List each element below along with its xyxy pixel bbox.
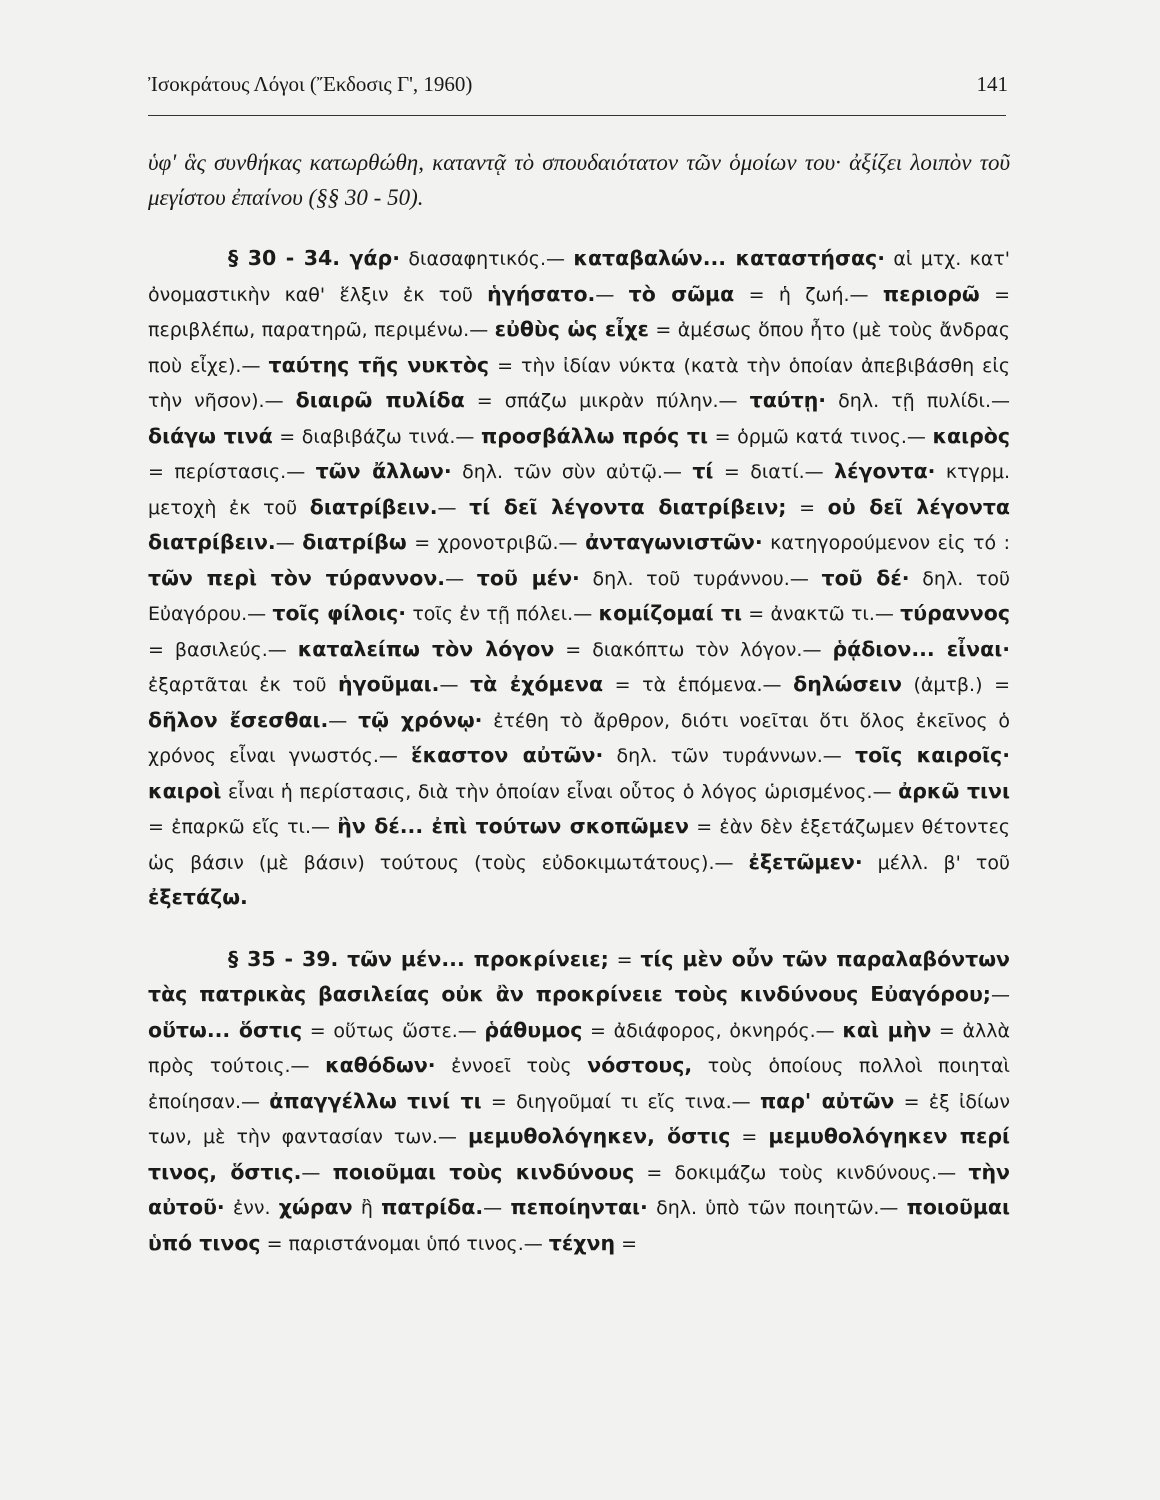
gloss-text: = παριστάνομαι ὑπό τινος.— — [260, 1232, 549, 1255]
gloss-text: δηλ. τῶν τυράννων.— — [603, 745, 856, 767]
bold-lemma: τῶν ἄλλων· — [315, 459, 452, 483]
gloss-text: = ἐπαρκῶ εἴς τι.— — [148, 816, 338, 838]
bold-lemma: πεποίηνται· — [510, 1195, 648, 1219]
bold-lemma: τέχνη — [548, 1230, 616, 1255]
bold-lemma: τοῖς φίλοις· — [272, 601, 407, 625]
gloss-text: — — [275, 532, 303, 554]
gloss-text: = διακόπτω τὸν λόγον.— — [554, 638, 833, 661]
bold-lemma: χώραν — [278, 1195, 353, 1219]
bold-lemma: κομίζομαί τι — [598, 601, 743, 625]
gloss-text: = περίστασις.— — [148, 461, 316, 483]
document-body — [148, 146, 1010, 1261]
page-number: 141 — [976, 72, 1008, 96]
gloss-text: = τὰ ἑπόμενα.— — [603, 674, 794, 696]
header-title: Ἰσοκράτους Λόγοι (Ἔκδοσις Γ', 1960) — [148, 72, 473, 96]
bold-lemma: τίς μὲν οὖν τῶν παραλαβόντων τὰς πατρικὰς βασιλείας οὐκ ἂν προκρίνειε τοὺς κινδύνους Εὐαγόρου; — [148, 946, 1011, 1006]
bold-lemma: τὰ ἐχόμενα — [470, 672, 604, 696]
commentary-section — [148, 942, 1010, 1262]
gloss-text: = ἀλλὰ πρὸς τούτοις.— — [148, 1019, 1011, 1077]
gloss-text: τοῖς ἐν τῇ πόλει.— — [406, 603, 599, 625]
gloss-text: = δοκιμάζω τοὺς κινδύνους.— — [634, 1161, 969, 1184]
gloss-text: ἢ — [352, 1197, 382, 1219]
bold-lemma: οὐ δεῖ λέγοντα διατρίβειν. — [148, 494, 1010, 554]
bold-lemma: τί δεῖ λέγοντα διατρίβειν; — [469, 494, 787, 519]
gloss-text: = — [786, 496, 828, 519]
bold-lemma: καὶ μὴν — [842, 1017, 932, 1042]
gloss-text: διασαφητικός.— — [400, 248, 574, 270]
intro-paragraph — [148, 146, 1010, 215]
gloss-text: — — [445, 567, 477, 590]
bold-lemma: ἀπαγγέλλω τινί τι — [269, 1088, 482, 1113]
gloss-text: = ἀδιάφορος, ὀκνηρός.— — [582, 1019, 843, 1042]
bold-lemma: ἡγήσατο. — [487, 281, 596, 306]
bold-lemma: § 30 - 34. γάρ· — [228, 246, 401, 270]
header-rule — [148, 115, 1006, 116]
gloss-text: — — [439, 674, 471, 696]
gloss-text: — — [328, 709, 359, 732]
gloss-text: ἐνν. — [224, 1197, 279, 1219]
gloss-text: = ἀμέσως ὅπου ἦτο (μὲ τοὺς ἄνδρας ποὺ εἶχε).— — [148, 319, 1010, 377]
bold-lemma: οὕτω... ὅστις — [148, 1017, 303, 1042]
gloss-text: δηλ. τῇ πυλίδι.— — [826, 390, 1011, 412]
gloss-text: τοὺς ὁποίους πολλοὶ ποιηταὶ ἐποίησαν.— — [148, 1055, 1010, 1113]
gloss-text: — — [301, 1161, 333, 1184]
bold-lemma: τὸ σῶμα — [628, 281, 735, 306]
gloss-text: αἱ μτχ. κατ' ὀνομαστικὴν καθ' ἕλξιν ἐκ τοῦ — [148, 248, 1010, 306]
bold-lemma: διαιρῶ πυλίδα — [295, 388, 465, 412]
gloss-text: εἶναι ἡ περίστασις, διὰ τὴν ὁποίαν εἶναι οὗτος ὁ λόγος ὡρισμένος.— — [221, 780, 899, 803]
bold-lemma: προσβάλλω πρός τι — [481, 423, 709, 448]
bold-lemma: καιρὸς — [932, 423, 1010, 448]
bold-lemma: περιορῶ — [882, 281, 980, 306]
gloss-text: = διαβιβάζω τινά.— — [272, 425, 482, 448]
bold-lemma: ταύτης τῆς νυκτὸς — [268, 352, 490, 377]
gloss-text: δηλ. τῶν σὺν αὐτῷ.— — [451, 461, 693, 483]
bold-lemma: ποιοῦμαι ὑπό τινος — [148, 1195, 1010, 1255]
gloss-text: κατηγορούμενον εἰς τό : — [762, 532, 1010, 554]
bold-lemma: τὴν αὐτοῦ· — [148, 1159, 1010, 1219]
gloss-text: = ὁρμῶ κατά τινος.— — [708, 425, 933, 448]
bold-lemma: ἀνταγωνιστῶν· — [585, 530, 763, 554]
running-header — [148, 72, 1008, 97]
gloss-text: = σπάζω μικρὰν πύλην.— — [464, 390, 750, 412]
bold-lemma: § 35 - 39. τῶν μέν... προκρίνειε; — [228, 946, 609, 971]
gloss-text: ἐτέθη τὸ ἄρθρον, διότι νοεῖται ὅτι ὅλος ἐκεῖνος ὁ χρόνος εἶναι γνωστός.— — [148, 709, 1011, 767]
bold-lemma: καταβαλών... καταστήσας· — [573, 246, 885, 270]
bold-lemma: ἐξετῶμεν· — [748, 849, 863, 874]
gloss-text: = ἀνακτῶ τι.— — [742, 603, 901, 625]
bold-lemma: δῆλον ἔσεσθαι. — [148, 707, 329, 732]
gloss-text: ἐννοεῖ τοὺς — [435, 1055, 588, 1077]
bold-lemma: ἀρκῶ τινι — [898, 778, 1010, 803]
bold-lemma: πατρίδα. — [381, 1195, 484, 1219]
bold-lemma: μεμυθολόγηκεν περί τινος, ὅστις. — [148, 1124, 1011, 1184]
gloss-text: μέλλ. β' τοῦ — [862, 851, 1010, 874]
gloss-text: = — [615, 1232, 638, 1255]
gloss-text: = ἐὰν δὲν ἐξετάζωμεν θέτοντες ὡς βάσιν (μὲ βάσιν) τούτους (τοὺς εὐδοκιμωτάτους).— — [148, 816, 1010, 874]
bold-lemma: ἡγοῦμαι. — [338, 672, 440, 696]
gloss-text: = — [730, 1126, 769, 1148]
gloss-text: = διατί.— — [713, 461, 835, 483]
bold-lemma: διατρίβειν. — [309, 494, 438, 519]
gloss-text: — — [437, 496, 470, 519]
bold-lemma: τοῦ δέ· — [821, 565, 910, 590]
bold-lemma: τῷ χρόνῳ· — [358, 707, 483, 732]
gloss-text: ἐξαρτᾶται ἐκ τοῦ — [148, 674, 339, 696]
gloss-text: = περιβλέπω, παρατηρῶ, περιμένω.— — [148, 283, 1011, 341]
gloss-text: — — [483, 1197, 511, 1219]
bold-lemma: τοῦ μέν· — [476, 565, 580, 590]
bold-lemma: τί — [692, 459, 714, 483]
bold-lemma: δηλώσειν — [793, 672, 902, 696]
bold-lemma: λέγοντα· — [834, 459, 936, 483]
gloss-text: δηλ. τοῦ Εὐαγόρου.— — [148, 567, 1010, 625]
gloss-text: δηλ. ὑπὸ τῶν ποιητῶν.— — [647, 1197, 907, 1219]
bold-lemma: ποιοῦμαι τοὺς κινδύνους — [332, 1159, 635, 1184]
gloss-text: = βασιλεύς.— — [148, 638, 298, 661]
bold-lemma: παρ' αὐτῶν — [759, 1088, 895, 1113]
gloss-text: — — [595, 283, 629, 306]
bold-lemma: ἕκαστον αὐτῶν· — [411, 743, 604, 767]
bold-lemma: ῥᾴδιον... εἶναι· — [832, 636, 1010, 661]
bold-lemma: ταύτῃ· — [749, 388, 827, 412]
gloss-text: = χρονοτριβῶ.— — [406, 532, 586, 554]
bold-lemma: διάγω τινά — [148, 423, 273, 448]
bold-lemma: καθόδων· — [325, 1053, 436, 1077]
gloss-text: δηλ. τοῦ τυράννου.— — [579, 567, 822, 590]
commentary-section — [148, 241, 1010, 916]
gloss-text: ὑφ' ἃς συνθήκας κατωρθώθη, καταντᾷ τὸ σπουδαιότατον τῶν ὁμοίων του· ἀξίζει λοιπὸν τοῦ μεγίστου ἐπαίνου (§§ 30 - 50). — [148, 150, 1010, 210]
bold-lemma: τύραννος — [900, 601, 1010, 625]
bold-lemma: ἐξετάζω. — [148, 885, 248, 909]
gloss-text: — — [991, 984, 1010, 1006]
bold-lemma: ῥάθυμος — [484, 1017, 583, 1042]
gloss-text: = τὴν ἰδίαν νύκτα (κατὰ τὴν ὁποίαν ἀπεβιβάσθη εἰς τὴν νῆσον).— — [148, 354, 1010, 412]
bold-lemma: καταλείπω τὸν λόγον — [297, 636, 555, 661]
gloss-text: κτγρμ. μετοχὴ ἐκ τοῦ — [148, 461, 1010, 519]
gloss-text: = διηγοῦμαί τι εἴς τινα.— — [481, 1090, 760, 1113]
bold-lemma: τοῖς καιροῖς· καιροὶ — [148, 743, 1010, 803]
gloss-text: (ἀμτβ.) = — [901, 674, 1010, 696]
bold-lemma: διατρίβω — [302, 530, 407, 554]
gloss-text: = ἡ ζωή.— — [734, 283, 883, 306]
bold-lemma: μεμυθολόγηκεν, ὅστις — [468, 1124, 731, 1148]
bold-lemma: εὐθὺς ὡς εἶχε — [494, 317, 649, 341]
gloss-text: = ἐξ ἰδίων των, μὲ τὴν φαντασίαν των.— — [148, 1090, 1010, 1148]
gloss-text: = οὕτως ὥστε.— — [302, 1019, 485, 1042]
bold-lemma: ἢν δέ... ἐπὶ τούτων σκοπῶμεν — [337, 814, 689, 838]
bold-lemma: νόστους, — [587, 1053, 693, 1077]
bold-lemma: τῶν περὶ τὸν τύραννον. — [148, 565, 446, 590]
gloss-text: = — [608, 948, 641, 971]
